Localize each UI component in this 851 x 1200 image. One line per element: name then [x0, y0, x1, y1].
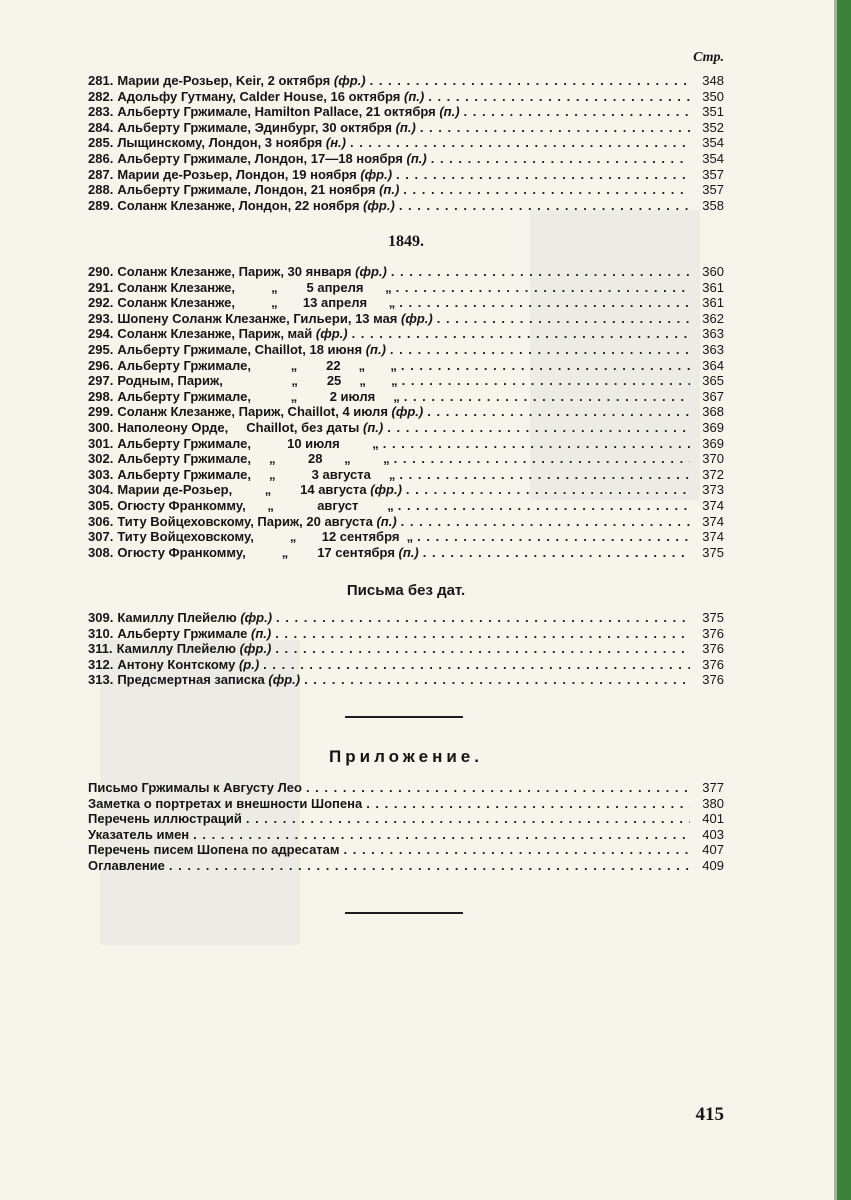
toc-entry [88, 342, 724, 358]
entry-page-number: 361 [702, 295, 724, 311]
toc-entry [88, 610, 724, 626]
toc-entry [88, 858, 724, 874]
entry-language-tag: (п.) [439, 104, 460, 120]
toc-entry [88, 529, 724, 545]
leader-dots [276, 610, 690, 626]
toc-entry [88, 404, 724, 420]
leader-dots [344, 842, 690, 858]
entry-number: 289. [88, 197, 114, 213]
entry-language-tag: (н.) [325, 135, 346, 151]
page-column-label: Стр. [693, 50, 724, 65]
entry-language-tag: (фр.) [239, 641, 272, 657]
entry-number: 281. [88, 73, 114, 88]
entry-language-tag: (п.) [398, 544, 419, 560]
entry-number: 287. [88, 166, 114, 182]
divider-rule-2 [345, 912, 463, 914]
entry-language-tag: (фр.) [333, 73, 366, 88]
entry-title: Огюсту Франкомму, „ август „ [117, 497, 394, 513]
entry-page-number: 360 [702, 264, 724, 279]
entry-page-number: 374 [702, 513, 724, 529]
leader-dots [394, 451, 690, 467]
toc-entry [88, 198, 724, 214]
leader-dots [370, 73, 690, 89]
entry-title: Альберту Гржимале, „ 2 июля „ [117, 388, 400, 404]
entry-title: Адольфу Гутману, Calder House, 16 октября [117, 88, 401, 104]
entry-language-tag: (фр.) [268, 672, 301, 688]
leader-dots [306, 780, 690, 796]
entry-language-tag: (р.) [238, 656, 260, 672]
entry-title: Марии де-Розьер, Keir, 2 октября [117, 73, 331, 88]
leader-dots [417, 529, 690, 545]
leader-dots [401, 514, 690, 530]
entry-number: 286. [88, 150, 114, 166]
toc-entry [88, 73, 724, 89]
entry-language-tag: (п.) [365, 341, 386, 357]
toc-entry [88, 311, 724, 327]
leader-dots [399, 198, 690, 214]
entry-title: Соланж Клезанже, „ 5 апреля „ [117, 279, 392, 295]
toc-entry [88, 326, 724, 342]
page-edge [837, 0, 851, 1200]
leader-dots [193, 827, 690, 843]
toc-block-1848 [88, 73, 724, 213]
entry-text [113, 672, 300, 688]
leader-dots [275, 641, 690, 657]
entry-number: 283. [88, 104, 114, 120]
entry-number: 282. [88, 88, 114, 104]
entry-number: 303. [88, 466, 114, 482]
entry-text [113, 436, 378, 452]
entry-page-number: 370 [702, 451, 724, 467]
entry-text [113, 498, 393, 514]
entry-title: Соланж Клезанже, „ 13 апреля „ [117, 295, 396, 311]
entry-number: 285. [88, 135, 114, 151]
entry-text [113, 451, 389, 467]
entry-text [113, 545, 418, 561]
entry-title: Предсмертная записка [117, 672, 265, 688]
leader-dots [304, 672, 690, 688]
entry-title: Альберту Гржимале, Эдинбург, 30 октября [117, 119, 392, 135]
entry-number: 297. [88, 373, 114, 389]
entry-number: 304. [88, 482, 114, 498]
toc-entry [88, 135, 724, 151]
entry-number: 300. [88, 419, 114, 435]
leader-dots [390, 342, 690, 358]
entry-page-number: 367 [702, 388, 724, 404]
leader-dots [391, 264, 690, 280]
entry-title: Огюсту Франкомму, „ 17 сентября [117, 544, 395, 560]
leader-dots [387, 420, 690, 436]
entry-text [113, 135, 346, 151]
entry-page-number: 372 [702, 466, 724, 482]
entry-language-tag: (фр.) [363, 197, 395, 213]
entry-page-number: 375 [702, 544, 724, 560]
entry-title: Шопену Соланж Клезанже, Гильери, 13 мая [117, 310, 398, 326]
entry-title: Альберту Гржимале, „ 22 „ „ [117, 357, 397, 373]
entry-title: Антону Контскому [117, 656, 236, 672]
entry-page-number: 364 [702, 357, 724, 373]
entry-title: Альберту Гржимале, Chaillot, 18 июня [117, 341, 363, 357]
toc-entry [88, 104, 724, 120]
entry-text [113, 326, 347, 342]
entry-number: 284. [88, 119, 114, 135]
toc-entry [88, 436, 724, 452]
entry-number: 290. [88, 264, 114, 279]
entry-number: 288. [88, 182, 114, 198]
entry-language-tag: (фр.) [355, 264, 387, 279]
toc-entry [88, 264, 724, 280]
entry-text [113, 89, 424, 105]
entry-title: Соланж Клезанже, Париж, май [117, 326, 313, 342]
entry-page-number: 369 [702, 435, 724, 451]
entry-title: Альберту Гржимале, Hamilton Pallace, 21 октября [117, 104, 436, 120]
leader-dots [437, 311, 690, 327]
entry-title: Титу Войцеховскому, „ 12 сентября „ [117, 529, 414, 545]
entry-number: 308. [88, 544, 114, 560]
entry-page-number: 354 [702, 150, 724, 166]
entry-page-number: 376 [702, 641, 724, 657]
toc-entry [88, 827, 724, 843]
toc-entry [88, 151, 724, 167]
entry-title: Альберту Гржимале, „ 3 августа „ [117, 466, 396, 482]
entry-number: 307. [88, 529, 114, 545]
entry-text [88, 858, 165, 874]
entry-number: 311. [88, 641, 113, 657]
leader-dots [399, 295, 690, 311]
entry-text [113, 120, 416, 136]
entry-text [113, 104, 459, 120]
entry-number: 294. [88, 326, 114, 342]
toc-entry [88, 280, 724, 296]
entry-text [113, 389, 399, 405]
entry-text [113, 626, 271, 642]
leader-dots [352, 326, 690, 342]
toc-entry [88, 672, 724, 688]
entry-page-number: 358 [702, 197, 724, 213]
leader-dots [401, 358, 690, 374]
entry-language-tag: (п.) [363, 419, 384, 435]
entry-text [113, 482, 402, 498]
entry-title: Оглавление [88, 857, 165, 873]
entry-page-number: 369 [702, 419, 724, 435]
entry-number: 302. [88, 451, 114, 467]
entry-number: 293. [88, 310, 114, 326]
entry-title: Указатель имен [88, 826, 190, 842]
entry-page-number: 357 [702, 166, 724, 182]
entry-text [113, 264, 387, 280]
entry-text [113, 342, 386, 358]
entry-title: Альберту Гржимале, Лондон, 17—18 ноября [117, 150, 403, 166]
entry-text [88, 811, 242, 827]
entry-text [113, 529, 413, 545]
entry-text [113, 358, 397, 374]
entry-page-number: 357 [702, 182, 724, 198]
entry-page-number: 409 [702, 857, 724, 873]
entry-number: 299. [88, 404, 114, 420]
toc-entry [88, 167, 724, 183]
leader-dots [398, 498, 690, 514]
entry-page-number: 352 [702, 119, 724, 135]
entry-number: 305. [88, 497, 114, 513]
entry-language-tag: (п.) [379, 182, 400, 198]
leader-dots [402, 373, 690, 389]
entry-number: 291. [88, 279, 114, 295]
toc-entry [88, 514, 724, 530]
toc-entry [88, 626, 724, 642]
toc-entry [88, 420, 724, 436]
entry-text [88, 842, 340, 858]
entry-text [113, 280, 391, 296]
entry-language-tag: (п.) [250, 625, 272, 641]
entry-text [113, 610, 272, 626]
entry-language-tag: (фр.) [240, 610, 273, 625]
entry-language-tag: (фр.) [315, 326, 348, 342]
entry-page-number: 407 [702, 842, 724, 858]
entry-number: 301. [88, 435, 114, 451]
entry-number: 309. [88, 610, 114, 625]
entry-language-tag: (фр.) [360, 166, 393, 182]
entry-page-number: 376 [702, 656, 724, 672]
entry-language-tag: (п.) [406, 150, 427, 166]
entry-page-number: 350 [702, 88, 724, 104]
leader-dots [396, 167, 690, 183]
entry-title: Марии де-Розьер, Лондон, 19 ноября [117, 166, 357, 182]
leader-dots [427, 404, 690, 420]
page-number: 415 [695, 1104, 724, 1125]
entry-page-number: 363 [702, 341, 724, 357]
entry-number: 313. [88, 672, 114, 688]
entry-page-number: 373 [702, 482, 724, 498]
leader-dots [420, 120, 690, 136]
toc-block-undated [88, 610, 724, 688]
entry-title: Камиллу Плейелю [116, 641, 236, 657]
entry-text [113, 295, 395, 311]
entry-page-number: 376 [702, 625, 724, 641]
entry-page-number: 361 [702, 279, 724, 295]
leader-dots [263, 657, 690, 673]
entry-title: Лыщинскому, Лондон, 3 ноября [117, 135, 323, 151]
entry-title: Соланж Клезанже, Париж, Chaillot, 4 июля [117, 404, 388, 420]
entry-text [88, 827, 189, 843]
entry-text [88, 796, 362, 812]
entry-number: 310. [88, 625, 114, 641]
entry-language-tag: (фр.) [391, 404, 424, 420]
entry-text [113, 167, 392, 183]
entry-page-number: 403 [702, 826, 724, 842]
entry-page-number: 362 [702, 310, 724, 326]
toc-entry [88, 657, 724, 673]
toc-entry [88, 373, 724, 389]
entry-title: Перечень иллюстраций [88, 811, 242, 827]
section-heading-appendix: Приложение. [329, 747, 483, 766]
toc-entry [88, 545, 724, 561]
leader-dots [406, 482, 690, 498]
entry-title: Камиллу Плейелю [117, 610, 237, 625]
toc-entry [88, 780, 724, 796]
entry-text [113, 151, 426, 167]
toc-block-appendix [88, 780, 724, 874]
entry-language-tag: (п.) [404, 88, 425, 104]
toc-entry [88, 641, 724, 657]
leader-dots [383, 436, 690, 452]
entry-title: Перечень писем Шопена по адресатам [88, 842, 340, 858]
entry-page-number: 380 [702, 795, 724, 811]
toc-entry [88, 120, 724, 136]
toc-entry [88, 182, 724, 198]
leader-dots [275, 626, 690, 642]
entry-text [113, 404, 423, 420]
toc-entry [88, 389, 724, 405]
leader-dots [246, 811, 690, 827]
entry-page-number: 368 [702, 404, 724, 420]
leader-dots [428, 89, 690, 105]
toc-entry [88, 451, 724, 467]
toc-entry [88, 89, 724, 105]
entry-title: Наполеону Орде, Chaillot, без даты [117, 419, 360, 435]
toc-entry [88, 295, 724, 311]
entry-number: 292. [88, 295, 114, 311]
entry-text [113, 73, 365, 89]
entry-page-number: 376 [702, 672, 724, 688]
leader-dots [169, 858, 690, 874]
toc-entry [88, 482, 724, 498]
entry-number: 306. [88, 513, 114, 529]
entry-number: 296. [88, 357, 114, 373]
toc-entry [88, 358, 724, 374]
section-heading-undated: Письма без дат. [346, 582, 466, 599]
entry-page-number: 377 [702, 780, 724, 795]
entry-page-number: 374 [702, 497, 724, 513]
entry-text [113, 373, 397, 389]
entry-page-number: 375 [702, 610, 724, 625]
entry-number: 298. [88, 388, 114, 404]
entry-title: Марии де-Розьер, „ 14 августа [117, 482, 367, 498]
entry-page-number: 351 [702, 104, 724, 120]
entry-language-tag: (фр.) [370, 482, 402, 498]
entry-page-number: 374 [702, 529, 724, 545]
entry-text [88, 780, 302, 796]
year-heading-1849: 1849. [388, 233, 424, 250]
entry-title: Альберту Гржимале [117, 625, 248, 641]
entry-number: 295. [88, 341, 114, 357]
entry-page-number: 365 [702, 373, 724, 389]
entry-page-number: 354 [702, 135, 724, 151]
entry-page-number: 401 [702, 811, 724, 827]
toc-entry [88, 796, 724, 812]
entry-language-tag: (фр.) [401, 310, 433, 326]
entry-title: Заметка о портретах и внешности Шопена [88, 795, 363, 811]
leader-dots [464, 104, 690, 120]
leader-dots [404, 389, 690, 405]
entry-text [113, 182, 399, 198]
entry-title: Соланж Клезанже, Париж, 30 января [117, 264, 352, 279]
leader-dots [396, 280, 690, 296]
entry-text [113, 641, 272, 657]
leader-dots [366, 796, 690, 812]
entry-page-number: 348 [702, 73, 724, 88]
toc-entry [88, 842, 724, 858]
entry-title: Соланж Клезанже, Лондон, 22 ноября [117, 197, 360, 213]
entry-text [113, 198, 395, 214]
leader-dots [403, 182, 690, 198]
divider-rule-1 [345, 716, 463, 718]
entry-title: Титу Войцеховскому, Париж, 20 августа [117, 513, 373, 529]
leader-dots [350, 135, 690, 151]
toc-entry [88, 467, 724, 483]
entry-language-tag: (п.) [395, 119, 416, 135]
entry-title: Письмо Гржималы к Августу Лео [88, 780, 302, 795]
leader-dots [399, 467, 690, 483]
toc-entry [88, 811, 724, 827]
entry-text [113, 467, 395, 483]
entry-title: Родным, Париж, „ 25 „ „ [117, 373, 398, 389]
entry-text [113, 311, 432, 327]
leader-dots [431, 151, 690, 167]
entry-title: Альберту Гржимале, Лондон, 21 ноября [117, 182, 376, 198]
entry-title: Альберту Гржимале, „ 28 „ „ [117, 451, 390, 467]
entry-text [113, 420, 383, 436]
leader-dots [423, 545, 690, 561]
entry-text [113, 514, 396, 530]
entry-page-number: 363 [702, 326, 724, 342]
entry-number: 312. [88, 656, 114, 672]
entry-title: Альберту Гржимале, 10 июля „ [117, 435, 379, 451]
toc-block-1849 [88, 264, 724, 560]
entry-language-tag: (п.) [376, 513, 397, 529]
toc-entry [88, 498, 724, 514]
entry-text [113, 657, 259, 673]
